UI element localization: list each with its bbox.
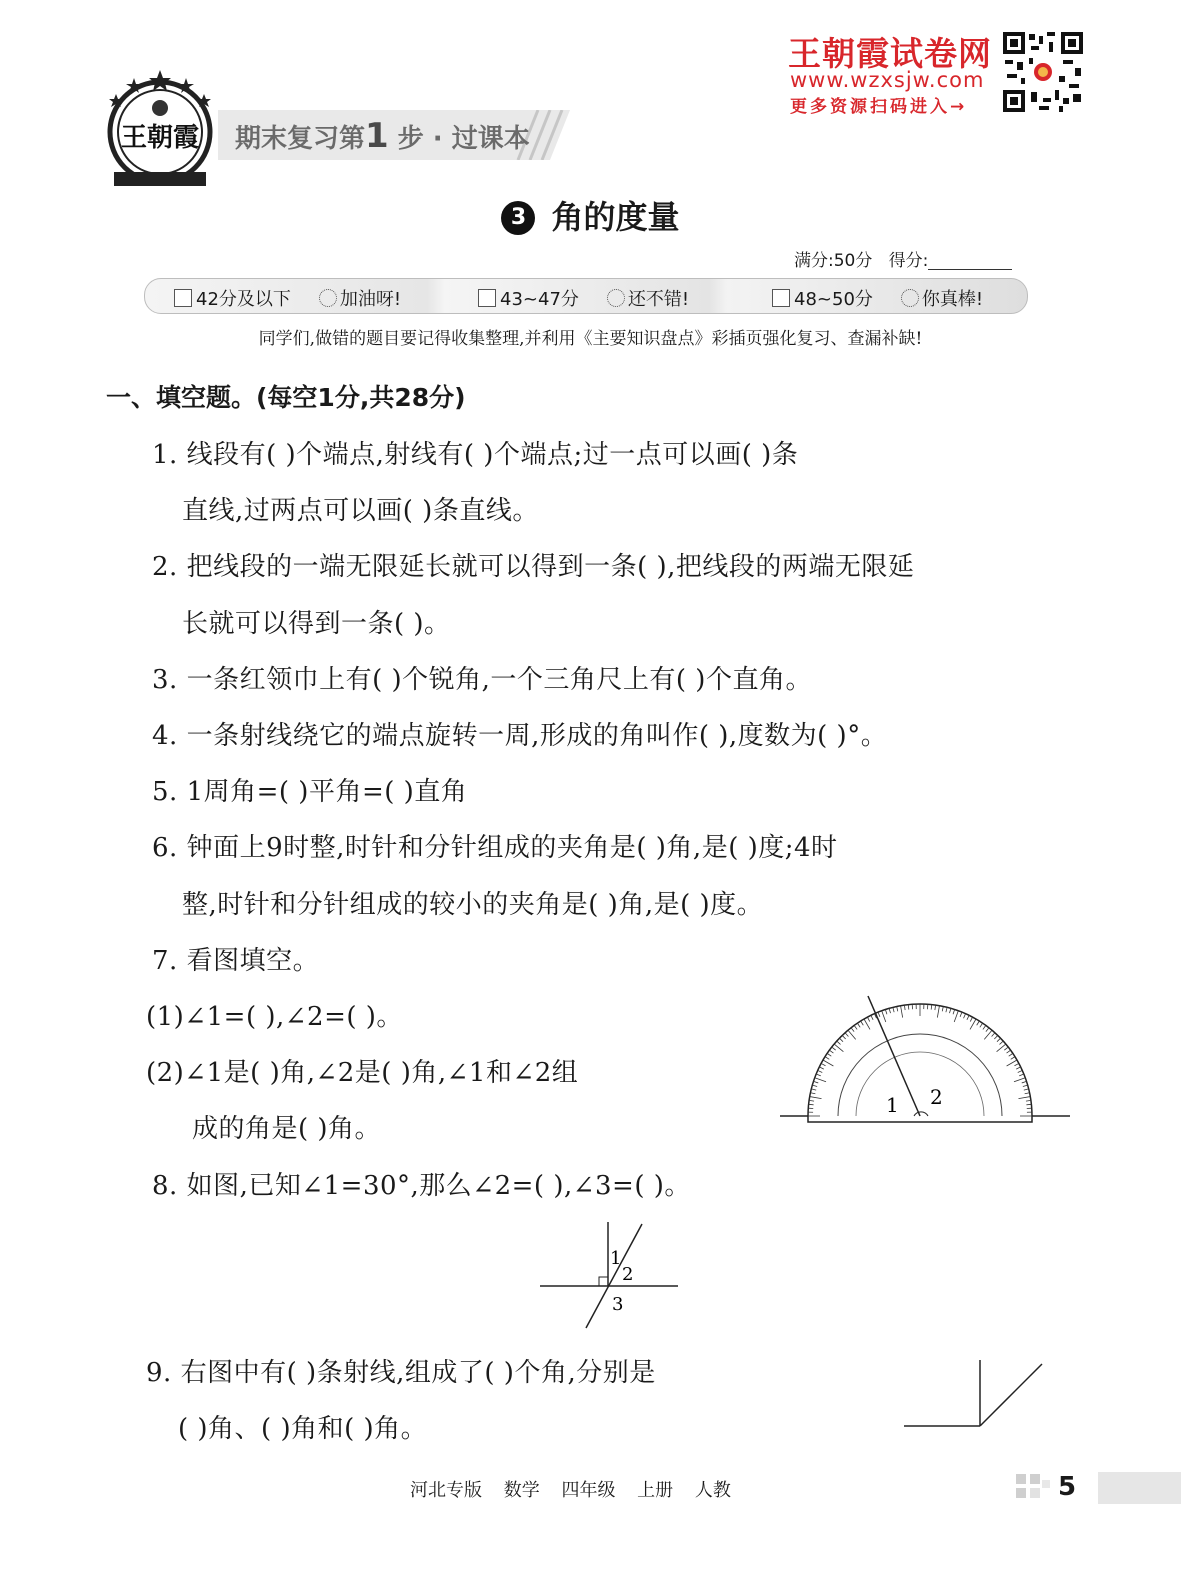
instruction-note: 同学们,做错的题目要记得收集整理,并利用《主要知识盘点》彩插页强化复习、查漏补缺! — [258, 329, 923, 349]
brand-name: 王朝霞试卷网 — [788, 34, 992, 73]
protractor-figure — [778, 990, 1072, 1130]
rays-figure — [900, 1356, 1048, 1432]
wangzhaoxia-logo-icon — [106, 68, 214, 190]
qr-code-icon[interactable] — [1003, 32, 1083, 112]
question-4: 4. 一条射线绕它的端点旋转一周,形成的角叫作( ),度数为( )°。 — [152, 721, 888, 751]
svg-text:王朝霞: 王朝霞 — [120, 123, 200, 153]
page-title: 3 角的度量 — [0, 192, 1181, 238]
question-9-line-2: ( )角、( )角和( )角。 — [178, 1414, 428, 1444]
protractor-icon — [808, 1004, 1032, 1122]
intersecting-lines-figure — [536, 1218, 682, 1332]
page-number: 5 — [1058, 1472, 1077, 1502]
brand-tagline: 更多资源扫码进入→ — [790, 97, 968, 117]
score-line: 满分:50分 得分: — [794, 246, 1012, 271]
question-7-part-2-line-1: (2)∠1是( )角,∠2是( )角,∠1和∠2组 — [146, 1058, 579, 1088]
question-1-line-1: 1. 线段有( )个端点,射线有( )个端点;过一点可以画( )条 — [152, 440, 799, 470]
angle-2-label: 2 — [622, 1264, 634, 1285]
question-9-line-1: 9. 右图中有( )条射线,组成了( )个角,分别是 — [146, 1358, 656, 1388]
brand-url[interactable]: www.wzxsjw.com — [790, 68, 985, 92]
ray-slanted — [980, 1364, 1042, 1426]
question-5: 5. 1周角=( )平角=( )直角 — [152, 777, 468, 807]
right-angle-mark — [599, 1277, 608, 1286]
grade-item-high: 48~50分 你真棒! — [772, 285, 983, 311]
protractor-tick — [931, 1005, 932, 1010]
question-1-line-2: 直线,过两点可以画( )条直线。 — [182, 496, 539, 526]
protractor-tick — [908, 1005, 909, 1010]
page-number-band — [1098, 1472, 1181, 1504]
question-6-line-1: 6. 钟面上9时整,时针和分针组成的夹角是( )角,是( )度;4时 — [152, 833, 838, 863]
score-blank[interactable] — [928, 251, 1012, 270]
grade-item-low: 42分及以下 加油呀! — [174, 285, 401, 311]
question-6-line-2: 整,时针和分针组成的较小的夹角是( )角,是( )度。 — [182, 890, 764, 920]
question-3: 3. 一条红领巾上有( )个锐角,一个三角尺上有( )个直角。 — [152, 665, 812, 695]
footer-edition: 河北专版 数学 四年级 上册 人教 — [410, 1480, 731, 1501]
grade-checkbox[interactable] — [478, 289, 496, 307]
grade-item-mid: 43~47分 还不错! — [478, 285, 689, 311]
question-2-line-1: 2. 把线段的一端无限延长就可以得到一条( ),把线段的两端无限延 — [152, 552, 915, 582]
title-number-badge: 3 — [501, 201, 535, 235]
smiley-icon — [607, 289, 625, 307]
angle-1-label: 1 — [610, 1248, 622, 1269]
protractor-tick — [809, 1104, 814, 1105]
question-7-part-1: (1)∠1=( ),∠2=( )。 — [146, 1002, 403, 1032]
smiley-icon — [319, 289, 337, 307]
question-8: 8. 如图,已知∠1=30°,那么∠2=( ),∠3=( )。 — [152, 1171, 691, 1201]
question-7-part-2-line-2: 成的角是( )角。 — [192, 1114, 382, 1144]
angle-2-label: 2 — [930, 1085, 943, 1109]
angle-3-label: 3 — [612, 1294, 624, 1315]
grade-checkbox[interactable] — [772, 289, 790, 307]
smiley-icon — [901, 289, 919, 307]
protractor-tick — [1026, 1104, 1031, 1105]
banner-title: 期末复习第1 步 · 过课本 — [235, 116, 530, 156]
angle-1-label: 1 — [886, 1093, 899, 1117]
section-heading: 一、填空题。(每空1分,共28分) — [106, 383, 466, 412]
question-7: 7. 看图填空。 — [152, 946, 320, 976]
grade-checkbox[interactable] — [174, 289, 192, 307]
question-2-line-2: 长就可以得到一条( )。 — [182, 609, 451, 639]
footer-dots-icon — [1016, 1474, 1052, 1504]
